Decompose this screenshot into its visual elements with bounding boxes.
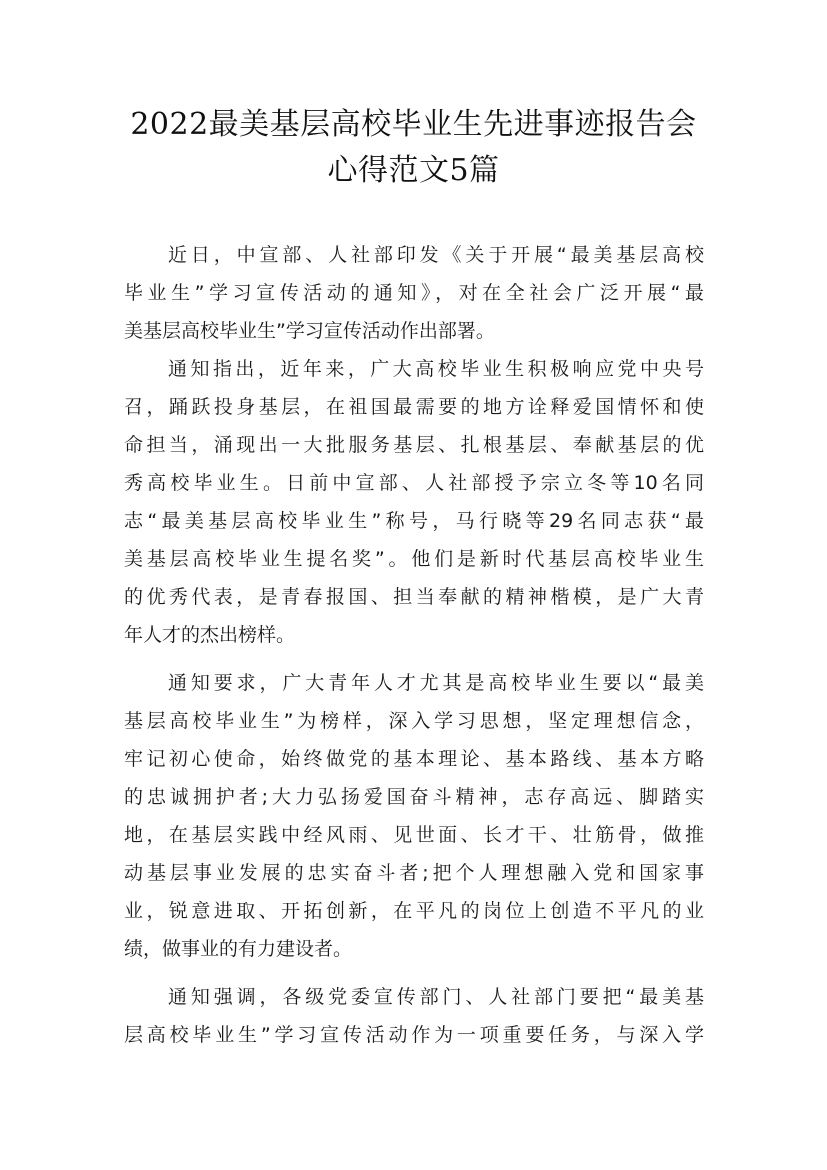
paragraph-line: 基层高校毕业生”为榜样，深入学习思想，坚定理想信念， bbox=[124, 710, 704, 732]
paragraph-line: 动基层事业发展的忠实奋斗者;把个人理想融入党和国家事 bbox=[124, 862, 704, 884]
paragraph-line: 牢记初心使命，始终做党的基本理论、基本路线、基本方略 bbox=[124, 748, 704, 770]
paragraph-line: 地，在基层实践中经风雨、见世面、长才干、壮筋骨，做推 bbox=[124, 824, 704, 846]
paragraph-line: 命担当，涌现出一大批服务基层、扎根基层、奉献基层的优 bbox=[124, 434, 704, 456]
paragraph-line: 美基层高校毕业生提名奖”。他们是新时代基层高校毕业生 bbox=[124, 548, 704, 570]
paragraph-line: 秀高校毕业生。日前中宣部、人社部授予宗立冬等10名同 bbox=[124, 472, 704, 494]
paragraph-line: 通知指出，近年来，广大高校毕业生积极响应党中央号 bbox=[168, 358, 704, 380]
paragraph-line: 层高校毕业生”学习宣传活动作为一项重要任务，与深入学 bbox=[124, 1024, 704, 1046]
document-title-line-1: 2022最美基层高校毕业生先进事迹报告会 bbox=[130, 107, 697, 142]
paragraph-line: 志“最美基层高校毕业生”称号，马行晓等29名同志获“最 bbox=[124, 510, 704, 532]
paragraph-line: 业，锐意进取、开拓创新，在平凡的岗位上创造不平凡的业 bbox=[124, 900, 704, 922]
paragraph-line: 毕业生”学习宣传活动的通知》，对在全社会广泛开展“最 bbox=[124, 282, 704, 304]
paragraph-line: 通知强调，各级党委宣传部门、人社部门要把“最美基 bbox=[168, 986, 704, 1008]
document-title-line-2: 心得范文5篇 bbox=[327, 153, 500, 188]
paragraph-line: 通知要求，广大青年人才尤其是高校毕业生要以“最美 bbox=[168, 672, 704, 694]
paragraph-line: 召，踊跃投身基层，在祖国最需要的地方诠释爱国情怀和使 bbox=[124, 396, 704, 418]
paragraph-line: 近日，中宣部、人社部印发《关于开展“最美基层高校 bbox=[168, 244, 704, 266]
paragraph-line: 年人才的杰出榜样。 bbox=[124, 624, 296, 646]
paragraph-line: 美基层高校毕业生”学习宣传活动作出部署。 bbox=[124, 320, 495, 342]
paragraph-line: 绩，做事业的有力建设者。 bbox=[124, 938, 353, 960]
paragraph-line: 的优秀代表，是青春报国、担当奉献的精神楷模，是广大青 bbox=[124, 586, 704, 608]
paragraph-line: 的忠诚拥护者;大力弘扬爱国奋斗精神，志存高远、脚踏实 bbox=[124, 786, 704, 808]
